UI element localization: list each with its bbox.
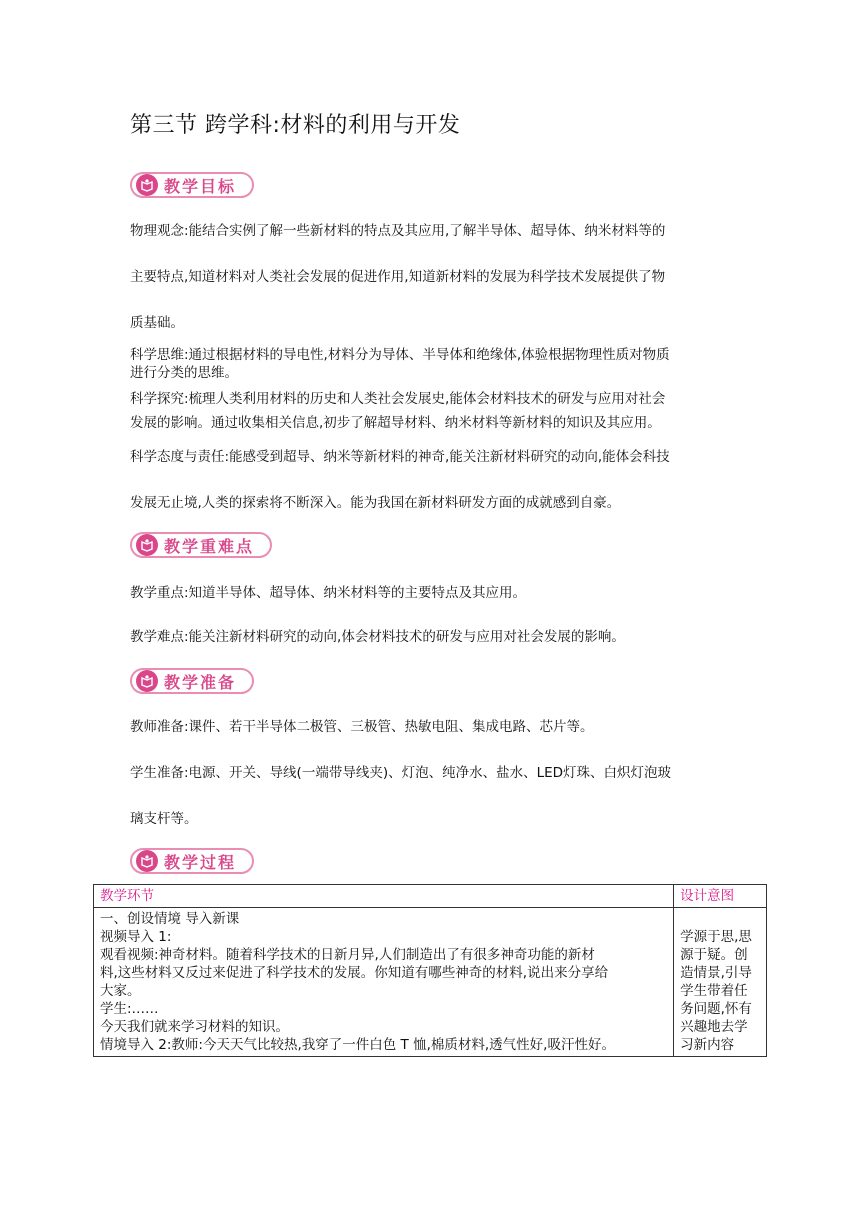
section-badge-key-points — [130, 532, 272, 558]
text-line: 造情景,引导 — [680, 965, 752, 981]
table-row — [94, 908, 767, 1057]
section-title: 教学目标 — [164, 176, 237, 196]
text-line: 主要特点,知道材料对人类社会发展的促进作用,知道新材料的发展为科学技术发展提供了物 — [130, 269, 666, 285]
text-line: 学生准备:电源、开关、导线(一端带导线夹)、灯泡、纯净水、盐水、LED灯珠、白炽灯泡玻 — [130, 765, 672, 781]
text-line: 科学思维:通过根据材料的导电性,材料分为导体、半导体和绝缘体,体验根据物理性质对物质 — [130, 347, 670, 363]
text-line: 一、创设情境 导入新课 — [100, 911, 240, 927]
section-title: 教学准备 — [164, 672, 237, 692]
text-line: 进行分类的思维。 — [130, 365, 238, 381]
section-badge-process — [130, 848, 254, 874]
text-line: 科学态度与责任:能感受到超导、纳米等新材料的神奇,能关注新材料研究的动向,能体会科技 — [130, 449, 670, 465]
table-header-cell: 教学环节 — [94, 885, 674, 908]
text-line: 质基础。 — [130, 315, 184, 331]
text-line: 科学探究:梳理人类利用材料的历史和人类社会发展史,能体会材料技术的研发与应用对社会 — [130, 391, 666, 407]
text-line: 璃支杆等。 — [130, 811, 198, 827]
prep-student — [130, 764, 730, 828]
book-icon — [136, 534, 158, 556]
text-line: 物理观念:能结合实例了解一些新材料的特点及其应用,了解半导体、超导体、纳米材料等的 — [130, 223, 666, 239]
text-line: 学生带着任 — [680, 983, 748, 999]
key-point-focus: 教学重点:知道半导体、超导体、纳米材料等的主要特点及其应用。 — [130, 585, 527, 601]
text-line: 情境导入 2:教师:今天天气比较热,我穿了一件白色 T 恤,棉质材料,透气性好,吸汗性好。 — [100, 1037, 615, 1053]
book-icon — [136, 174, 158, 196]
text-line: 兴趣地去学 — [680, 1019, 748, 1035]
table-header-cell: 设计意图 — [674, 885, 767, 908]
text-line: 料,这些材料又反过来促进了科学技术的发展。你知道有哪些神奇的材料,说出来分享给 — [100, 965, 609, 981]
text-line: 视频导入 1: — [100, 929, 172, 945]
text-line: 观看视频:神奇材料。随着科学技术的日新月异,人们制造出了有很多神奇功能的新材 — [100, 947, 595, 963]
text-line: 学源于思,思 — [680, 929, 752, 945]
page-title: 第三节 跨学科:材料的利用与开发 — [130, 113, 461, 138]
section-badge-goals — [130, 172, 254, 198]
text-line: 发展无止境,人类的探索将不断深入。能为我国在新材料研发方面的成就感到自豪。 — [130, 495, 621, 511]
text-line: 习新内容 — [680, 1037, 735, 1053]
goals-inquiry — [130, 390, 730, 432]
text-line: 发展的影响。通过收集相关信息,初步了解超导材料、纳米材料等新材料的知识及其应用。 — [130, 415, 661, 431]
text-line: 源于疑。创 — [680, 947, 748, 963]
section-badge-prep — [130, 668, 254, 694]
goals-thinking — [130, 346, 730, 382]
text-line: 务问题,怀有 — [680, 1001, 752, 1017]
table-cell-content — [94, 908, 674, 1057]
key-point-difficulty: 教学难点:能关注新材料研究的动向,体会材料技术的研发与应用对社会发展的影响。 — [130, 629, 625, 645]
goals-attitude — [130, 448, 730, 512]
section-title: 教学过程 — [164, 852, 237, 872]
table-header-row — [94, 885, 767, 908]
section-title: 教学重难点 — [164, 536, 255, 556]
goals-physics — [130, 222, 730, 332]
book-icon — [136, 670, 158, 692]
text-line: 今天我们就来学习材料的知识。 — [100, 1019, 289, 1035]
book-icon — [136, 850, 158, 872]
table-cell-intent — [674, 908, 767, 1057]
text-line: 学生:…… — [100, 1001, 159, 1017]
prep-teacher: 教师准备:课件、若干半导体二极管、三极管、热敏电阻、集成电路、芯片等。 — [130, 719, 594, 735]
text-line: 大家。 — [100, 983, 141, 999]
process-table — [93, 884, 767, 1057]
